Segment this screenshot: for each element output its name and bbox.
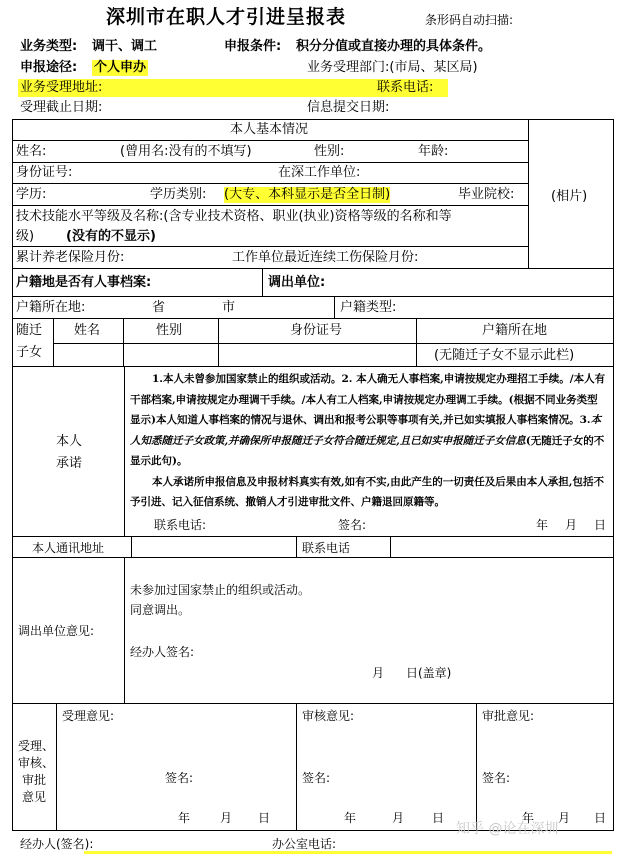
- approval-label-2: 审核、: [18, 756, 55, 770]
- skill-label-cont: 级): [16, 229, 35, 244]
- pension-label: 累计养老保险月份:: [16, 250, 125, 265]
- approval-label-1: 受理、: [18, 739, 55, 753]
- accept-opinion-label: 受理意见:: [62, 709, 115, 723]
- contact-phone-label: 联系电话: [302, 541, 351, 555]
- promise-text: [130, 369, 608, 513]
- injury-insurance-label: 工作单位最近连续工伤保险月份:: [232, 250, 419, 265]
- education-type-note: (大专、本科显示是否全日制): [224, 187, 391, 202]
- review-day: 日: [432, 811, 445, 825]
- business-type-value: 调干、调工: [92, 39, 158, 54]
- promise-year: 年: [536, 518, 549, 532]
- table-border: [613, 119, 614, 831]
- barcode-label: 条形码自动扫描:: [425, 13, 514, 27]
- children-note: (无随迁子女不显示此栏): [434, 348, 575, 363]
- skill-note: (没有的不显示): [66, 229, 156, 244]
- approve-month: 月: [558, 811, 571, 825]
- section-title-basic: 本人基本情况: [230, 122, 309, 137]
- approve-sign-label: 签名:: [482, 771, 511, 785]
- opinion-month: 月: [372, 666, 385, 680]
- promise-children-note: (无随迁子女的不显示此句)。: [130, 434, 605, 467]
- school-label: 毕业院校:: [458, 187, 515, 202]
- opinion-line-1: 未参加过国家禁止的组织或活动。: [130, 583, 311, 597]
- promise-label-2: 承诺: [56, 456, 83, 471]
- approve-day: 日: [594, 811, 607, 825]
- opinion-line-2: 同意调出。: [130, 603, 191, 617]
- accept-month: 月: [220, 811, 233, 825]
- gender-label: 性别:: [314, 144, 345, 159]
- promise-paragraph-1: 1.本人未曾参加国家禁止的组织或活动。2. 本人确无人事档案,申请按规定办理招工手续。/本人有干部档案,申请按规定办理调干手续。/本人有工人档案,申请按规定办理调工手续。(根据不同业务类型显示)本人知道人事档案的情况与退休、调出和报考公职等事项有关,并已如实填报人事档案情况。3.: [130, 373, 606, 426]
- province-label: 省: [152, 300, 166, 315]
- promise-label: 本人: [56, 434, 83, 449]
- contact-address-label: 本人通讯地址: [32, 541, 105, 555]
- business-type-label: 业务类型:: [20, 39, 78, 54]
- approval-label-4: 意见: [22, 790, 47, 804]
- col-name: 姓名: [74, 323, 101, 338]
- review-year: 年: [344, 811, 357, 825]
- out-unit-label: 调出单位:: [268, 275, 326, 290]
- col-id: 身份证号: [290, 323, 343, 338]
- promise-month: 月: [565, 518, 578, 532]
- out-unit-opinion-label: 调出单位意见:: [18, 624, 95, 638]
- condition-label: 申报条件:: [224, 39, 282, 54]
- age-label: 年龄:: [418, 144, 449, 159]
- hukou-label: 户籍所在地:: [16, 300, 86, 315]
- col-hukou: 户籍所在地: [482, 323, 548, 338]
- promise-phone-label: 联系电话:: [154, 518, 207, 532]
- review-sign-label: 签名:: [302, 771, 331, 785]
- children-label: 随迁: [16, 323, 43, 338]
- city-label: 市: [222, 300, 236, 315]
- archive-label: 户籍地是否有人事档案:: [16, 275, 152, 290]
- name-label: 姓名:: [16, 144, 47, 159]
- opinion-day-seal: 日(盖章): [406, 666, 452, 680]
- promise-day: 日: [594, 518, 607, 532]
- address-label: 业务受理地址:: [20, 80, 103, 95]
- education-type-label: 学历类别:: [150, 187, 207, 202]
- accept-sign-label: 签名:: [165, 771, 194, 785]
- condition-value: 积分分值或直接办理的具体条件。: [296, 39, 492, 54]
- table-border: [12, 119, 13, 831]
- watermark: 知乎 @论在深圳: [456, 821, 559, 837]
- accept-day: 日: [258, 811, 271, 825]
- education-label: 学历:: [16, 187, 47, 202]
- approve-opinion-label: 审批意见:: [482, 709, 535, 723]
- promise-sign-label: 签名:: [338, 518, 367, 532]
- dept-label: 业务受理部门:(市局、某区局): [307, 60, 478, 75]
- approve-year: 年: [522, 811, 535, 825]
- approval-label-3: 审批: [22, 773, 47, 787]
- page-title: 深圳市在职人才引进呈报表: [106, 6, 347, 28]
- route-label: 申报途径:: [20, 60, 78, 75]
- skill-label: 技术技能水平等级及名称:(含专业技术资格、职业(执业)资格等级的名称和等: [16, 209, 452, 224]
- phone-label: 联系电话:: [377, 80, 434, 95]
- photo-placeholder: (相片): [551, 189, 588, 204]
- promise-paragraph-2: 本人承诺所申报信息及申报材料真实有效,如有不实,由此产生的一切责任及后果由本人承担,包括不予引进、记入征信系统、撤销人才引进审批文件、户籍退回原籍等。: [130, 475, 604, 508]
- accept-year: 年: [178, 811, 191, 825]
- footer-office-phone-label: 办公室电话:: [272, 837, 337, 851]
- former-name-label: (曾用名:没有的不填写): [120, 144, 252, 159]
- col-gender: 性别: [156, 323, 183, 338]
- footer-handler-label: 经办人(签名):: [20, 837, 94, 851]
- route-value: 个人申办: [94, 60, 147, 75]
- id-label: 身份证号:: [16, 165, 73, 180]
- opinion-handler-label: 经办人签名:: [130, 645, 195, 659]
- review-month: 月: [392, 811, 405, 825]
- table-border: [12, 119, 614, 120]
- work-unit-label: 在深工作单位:: [278, 165, 361, 180]
- footer-highlight: [84, 851, 612, 854]
- submit-date-label: 信息提交日期:: [307, 100, 390, 115]
- review-opinion-label: 审核意见:: [302, 709, 355, 723]
- children-label-2: 子女: [16, 345, 43, 360]
- promise-children-clause: 本人知悉随迁子女政策,并确保所申报随迁子女符合随迁规定,且已如实申报随迁子女信息: [130, 414, 602, 447]
- deadline-label: 受理截止日期:: [20, 100, 103, 115]
- hukou-type-label: 户籍类型:: [340, 300, 397, 315]
